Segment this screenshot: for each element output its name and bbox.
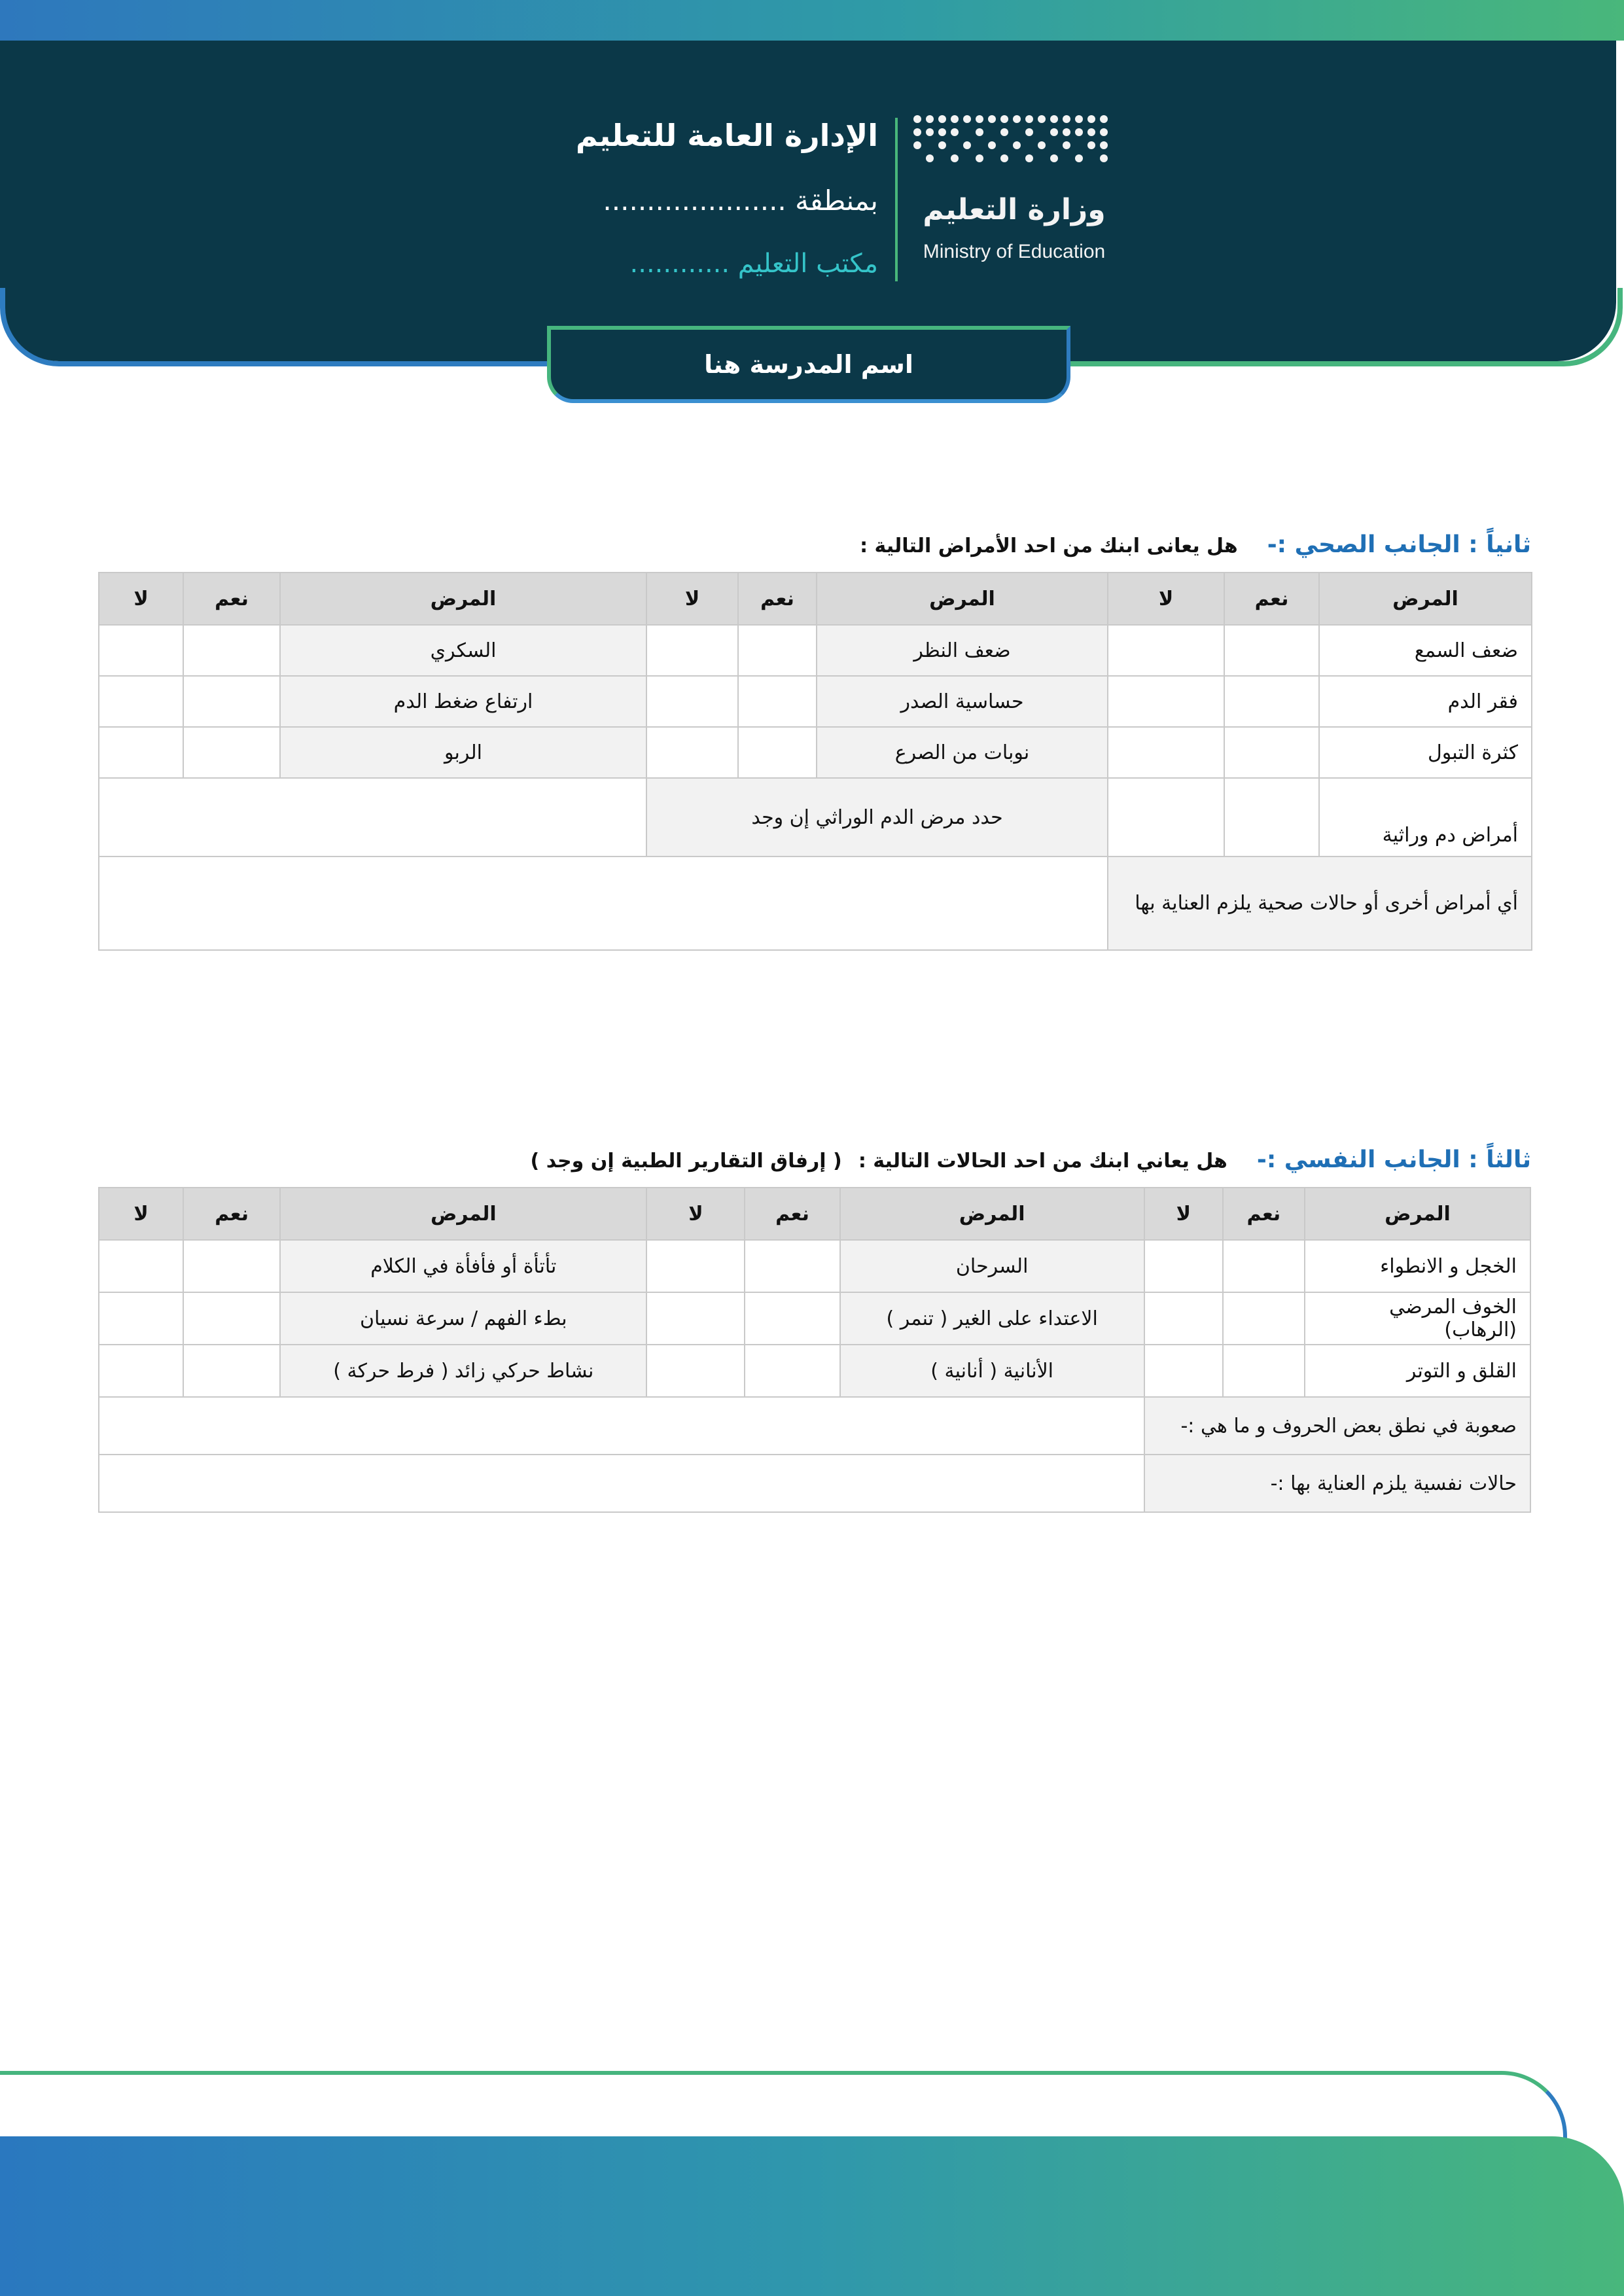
logo-dot — [1087, 141, 1095, 149]
col-header: لا — [646, 573, 738, 625]
logo-dot — [976, 128, 983, 136]
col-header: نعم — [183, 573, 280, 625]
yes-cell[interactable] — [1223, 1292, 1305, 1345]
no-cell[interactable] — [99, 676, 183, 727]
yes-cell[interactable] — [1224, 778, 1319, 857]
logo-dot — [1063, 141, 1070, 149]
table-row — [99, 676, 1532, 727]
condition-label: الربو — [280, 727, 646, 778]
psych-section-heading — [531, 1146, 1531, 1173]
no-cell[interactable] — [1108, 778, 1224, 857]
yes-cell[interactable] — [183, 1345, 280, 1397]
yes-cell[interactable] — [738, 727, 817, 778]
logo-dot — [1025, 154, 1033, 162]
condition-label: كثرة التبول — [1319, 727, 1532, 778]
logo-dot — [1000, 115, 1008, 123]
col-header: نعم — [183, 1188, 280, 1240]
logo-dot — [1013, 115, 1021, 123]
yes-cell[interactable] — [1223, 1345, 1305, 1397]
table-header-row — [99, 573, 1532, 625]
logo-dot — [1000, 128, 1008, 136]
condition-label: ارتفاع ضغط الدم — [280, 676, 646, 727]
top-gradient-strip — [0, 0, 1624, 41]
condition-label: السرحان — [840, 1240, 1144, 1292]
logo-divider — [895, 118, 898, 281]
logo-dot — [926, 154, 934, 162]
condition-label: القلق و التوتر — [1305, 1345, 1530, 1397]
logo-dot — [1025, 128, 1033, 136]
logo-dot — [951, 128, 959, 136]
yes-cell[interactable] — [745, 1345, 839, 1397]
school-name: اسم المدرسة هنا — [704, 350, 913, 379]
logo-dot — [913, 141, 921, 149]
logo-dot — [1038, 141, 1046, 149]
no-cell[interactable] — [1144, 1292, 1223, 1345]
yes-cell[interactable] — [183, 1292, 280, 1345]
no-cell[interactable] — [1108, 676, 1224, 727]
yes-cell[interactable] — [1224, 625, 1319, 676]
table-row — [99, 1397, 1530, 1455]
yes-cell[interactable] — [745, 1292, 839, 1345]
no-cell[interactable] — [99, 1345, 183, 1397]
no-cell[interactable] — [99, 1292, 183, 1345]
condition-label: تأتأة أو فأفأة في الكلام — [280, 1240, 646, 1292]
logo-dot — [1050, 128, 1058, 136]
logo-dot — [1050, 115, 1058, 123]
condition-label: ضعف النظر — [817, 625, 1108, 676]
logo-dot — [913, 115, 921, 123]
yes-cell[interactable] — [738, 676, 817, 727]
logo-dot — [1063, 115, 1070, 123]
col-header: لا — [1108, 573, 1224, 625]
yes-cell[interactable] — [183, 625, 280, 676]
table-row — [99, 1345, 1530, 1397]
condition-label: نوبات من الصرع — [817, 727, 1108, 778]
table-row — [99, 1292, 1530, 1345]
logo-dot — [1100, 141, 1108, 149]
psych-table — [98, 1187, 1531, 1513]
logo-dot — [1025, 115, 1033, 123]
logo-english-text: Ministry of Education — [923, 241, 1106, 262]
school-name-box — [547, 326, 1070, 403]
health-table — [98, 572, 1532, 951]
other-psych-field[interactable] — [99, 1455, 1144, 1512]
logo-dot — [1075, 128, 1083, 136]
condition-label: حساسية الصدر — [817, 676, 1108, 727]
logo-dot — [963, 115, 971, 123]
logo-dot — [976, 115, 983, 123]
header-accent-green — [1067, 288, 1623, 366]
col-header: نعم — [1224, 573, 1319, 625]
logo-dot — [951, 154, 959, 162]
logo-dot — [1087, 128, 1095, 136]
table-row — [99, 1240, 1530, 1292]
col-header: المرض — [840, 1188, 1144, 1240]
no-cell[interactable] — [646, 625, 738, 676]
yes-cell[interactable] — [183, 727, 280, 778]
hereditary-specify-label: حدد مرض الدم الوراثي إن وجد — [646, 778, 1108, 857]
col-header: نعم — [738, 573, 817, 625]
other-conditions-field[interactable] — [99, 857, 1108, 950]
yes-cell[interactable] — [1224, 727, 1319, 778]
col-header: لا — [99, 1188, 183, 1240]
no-cell[interactable] — [646, 727, 738, 778]
yes-cell[interactable] — [1224, 676, 1319, 727]
condition-label: السكري — [280, 625, 646, 676]
health-title: ثانياً : الجانب الصحي :- — [1267, 531, 1531, 558]
logo-dot — [988, 141, 996, 149]
logo-dot — [926, 128, 934, 136]
directorate-title: الإدارة العامة للتعليم — [575, 118, 878, 153]
table-header-row — [99, 1188, 1530, 1240]
col-header: المرض — [280, 1188, 646, 1240]
yes-cell[interactable] — [1223, 1240, 1305, 1292]
logo-dot — [913, 128, 921, 136]
yes-cell[interactable] — [183, 676, 280, 727]
logo-dot — [938, 115, 946, 123]
col-header: لا — [1144, 1188, 1223, 1240]
condition-label: الخوف المرضي (الرهاب) — [1305, 1292, 1530, 1345]
table-row — [99, 778, 1532, 857]
psych-note: ( إرفاق التقارير الطبية إن وجد ) — [530, 1150, 842, 1173]
logo-dot — [976, 154, 983, 162]
logo-dot — [988, 115, 996, 123]
condition-label: بطء الفهم / سرعة نسيان — [280, 1292, 646, 1345]
office-line: مكتب التعليم ............ — [629, 249, 878, 279]
hereditary-specify-field[interactable] — [99, 778, 646, 857]
condition-label: فقر الدم — [1319, 676, 1532, 727]
col-header: لا — [99, 573, 183, 625]
no-cell[interactable] — [646, 676, 738, 727]
logo-dot — [1063, 128, 1070, 136]
region-line: بمنطقة ..................... — [603, 185, 878, 217]
col-header: المرض — [280, 573, 646, 625]
col-header: لا — [646, 1188, 745, 1240]
speech-difficulty-field[interactable] — [99, 1397, 1144, 1455]
logo-arabic-text: وزارة التعليم — [923, 193, 1106, 226]
no-cell[interactable] — [99, 625, 183, 676]
psych-question: هل يعاني ابنك من احد الحالات التالية : — [858, 1150, 1227, 1173]
no-cell[interactable] — [646, 1240, 745, 1292]
col-header: نعم — [1223, 1188, 1305, 1240]
condition-label: نشاط حركي زائد ( فرط حركة ) — [280, 1345, 646, 1397]
condition-label: الأنانية ( أنانية ) — [840, 1345, 1144, 1397]
yes-cell[interactable] — [738, 625, 817, 676]
logo-dot — [926, 115, 934, 123]
yes-cell[interactable] — [745, 1240, 839, 1292]
yes-cell[interactable] — [183, 1240, 280, 1292]
logo-dot — [951, 115, 959, 123]
logo-dot — [1100, 115, 1108, 123]
no-cell[interactable] — [646, 1345, 745, 1397]
logo-dot — [1000, 154, 1008, 162]
table-row — [99, 727, 1532, 778]
no-cell[interactable] — [99, 1240, 183, 1292]
logo-dot — [1075, 154, 1083, 162]
no-cell[interactable] — [1108, 727, 1224, 778]
condition-label: الخجل و الانطواء — [1305, 1240, 1530, 1292]
psych-title: ثالثاً : الجانب النفسي :- — [1256, 1146, 1531, 1173]
condition-label: الاعتداء على الغير ( تنمر ) — [840, 1292, 1144, 1345]
other-psych-label: حالات نفسية يلزم العناية بها :- — [1144, 1455, 1530, 1512]
logo-dot — [1100, 154, 1108, 162]
other-conditions-label: أي أمراض أخرى أو حالات صحية يلزم العناية بها — [1108, 857, 1532, 950]
condition-label: ضعف السمع — [1319, 625, 1532, 676]
header-accent-blue — [0, 288, 550, 366]
logo-dot — [1075, 115, 1083, 123]
table-row — [99, 1455, 1530, 1512]
no-cell[interactable] — [1144, 1240, 1223, 1292]
health-question: هل يعانى ابنك من احد الأمراض التالية : — [860, 535, 1238, 557]
logo-dot — [963, 141, 971, 149]
col-header: نعم — [745, 1188, 839, 1240]
logo-dot — [1050, 154, 1058, 162]
no-cell[interactable] — [99, 727, 183, 778]
no-cell[interactable] — [646, 1292, 745, 1345]
health-section-heading — [860, 531, 1531, 558]
speech-difficulty-label: صعوبة في نطق بعض الحروف و ما هي :- — [1144, 1397, 1530, 1455]
col-header: المرض — [817, 573, 1108, 625]
condition-label: أمراض دم وراثية — [1319, 778, 1532, 857]
col-header: المرض — [1319, 573, 1532, 625]
table-row — [99, 857, 1532, 950]
col-header: المرض — [1305, 1188, 1530, 1240]
logo-dot — [1038, 115, 1046, 123]
logo-dot — [1013, 141, 1021, 149]
logo-dot — [938, 141, 946, 149]
footer-banner — [0, 2136, 1624, 2296]
logo-dot — [1087, 115, 1095, 123]
no-cell[interactable] — [1144, 1345, 1223, 1397]
logo-dot — [1100, 128, 1108, 136]
logo-dot — [938, 128, 946, 136]
table-row — [99, 625, 1532, 676]
no-cell[interactable] — [1108, 625, 1224, 676]
